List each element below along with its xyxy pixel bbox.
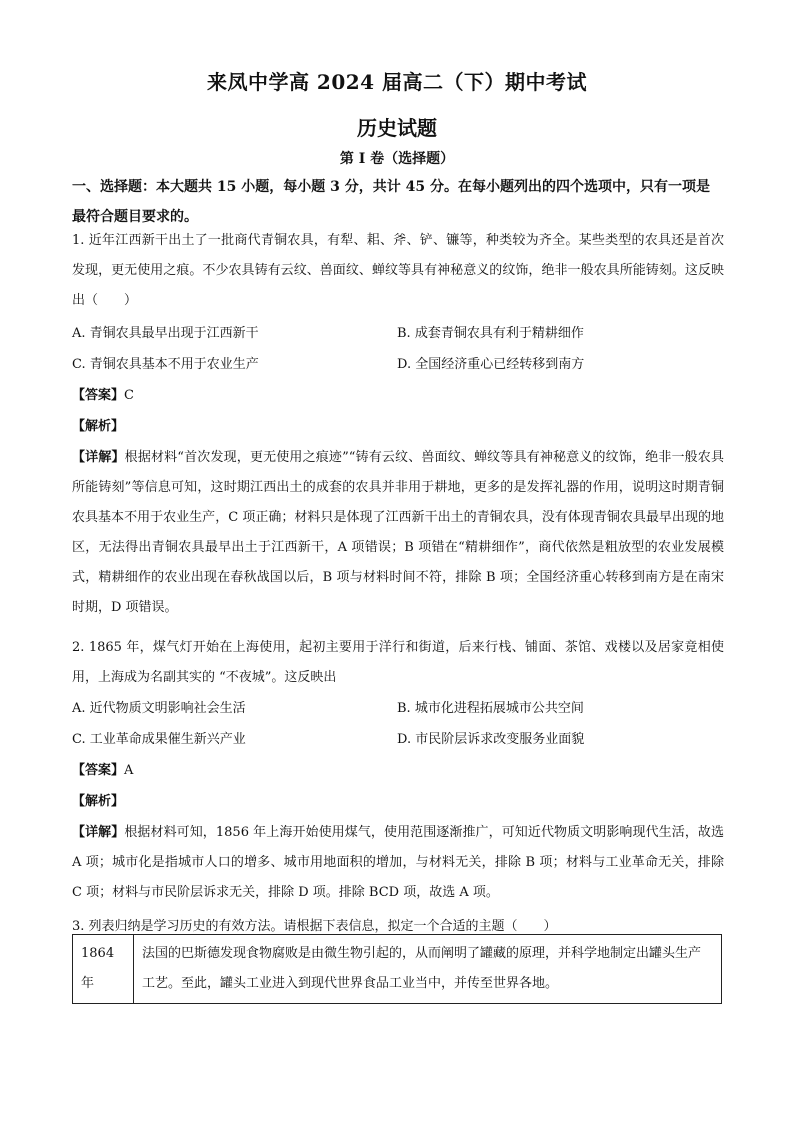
analysis-tag: 【解析】 [72, 794, 125, 809]
q2-option-a: A. 近代物质文明影响社会生活 [72, 701, 246, 716]
q1-answer [72, 384, 134, 403]
detail-text: 根据材料可知，1856 年上海开始使用煤气，使用范围逐渐推广，可知近代物质文明影响现代生活，故选 A 项；城市化是指城市人口的增多、城市用地面积的增加，与材料无关，排除 B 项；材料与工业革命无关，排除 C 项；材料与市民阶层诉求无关，排除 D 项。排除 BCD 项，故选 A 项。 [72, 825, 724, 900]
exam-title: 来凤中学高 2024 届高二（下）期中考试 [206, 70, 588, 94]
table-cell-year: 1864 年 [73, 935, 134, 1004]
q1-option-d: D. 全国经济重心已经转移到南方 [397, 357, 585, 372]
q1-detail [72, 443, 724, 623]
q2-option-b: B. 城市化进程拓展城市公共空间 [397, 701, 584, 716]
detail-text: 根据材料“首次发现，更无使用之痕迹”“铸有云纹、兽面纹、蝉纹等具有神秘意义的纹饰，绝非一般农具所能铸刻”等信息可知，这时期江西出土的成套的农具并非用于耕地，更多的是发挥礼器的作用，说明这时期青铜农具基本不用于农业生产，C 项正确；材料只是体现了江西新干出土的青铜农具，没有体现青铜农具最早出现的地区，无法得出青铜农具最早出土于江西新干，A 项错误；B 项错在“精耕细作”，商代依然是粗放型的农业发展模式，精耕细作的农业出现在春秋战国以后，B 项与材料时间不符，排除 B 项；全国经济重心转移到南方是在南宋时期，D 项错误。 [72, 450, 724, 615]
table-cell-text: 法国的巴斯德发现食物腐败是由微生物引起的，从而阐明了罐藏的原理，并科学地制定出罐头生产工艺。至此，罐头工业进入到现代世界食品工业当中，并传至世界各地。 [134, 935, 722, 1004]
exam-subject: 历史试题 [357, 116, 437, 140]
q2-answer [72, 759, 133, 778]
answer-value: A [124, 763, 134, 778]
q1-option-c: C. 青铜农具基本不用于农业生产 [72, 357, 259, 372]
table-row [73, 935, 722, 1004]
detail-tag: 【详解】 [72, 450, 125, 465]
q2-option-c: C. 工业革命成果催生新兴产业 [72, 732, 246, 747]
section-instructions: 一、选择题：本大题共 15 小题，每小题 3 分，共计 45 分。在每小题列出的四个选项中，只有一项是最符合题目要求的。 [72, 179, 710, 225]
analysis-tag: 【解析】 [72, 419, 125, 434]
q1-stem: 1. 近年江西新干出土了一批商代青铜农具，有犁、耜、斧、铲、镰等，种类较为齐全。某些类型的农具还是首次发现，更无使用之痕。不少农具铸有云纹、兽面纹、蝉纹等具有神秘意义的纹饰，绝非一般农具所能铸刻。这反映出（ ） [72, 233, 724, 308]
answer-tag: 【答案】 [72, 763, 125, 778]
q2-stem: 2. 1865 年，煤气灯开始在上海使用，起初主要用于洋行和街道，后来行栈、铺面、茶馆、戏楼以及居家竟相使用，上海成为名副其实的 “不夜城”。这反映出 [72, 640, 724, 685]
q2-analysis-tag [72, 790, 124, 809]
q3-stem: 3. 列表归纳是学习历史的有效方法。请根据下表信息，拟定一个合适的主题（ ） [72, 919, 557, 934]
q1-option-b: B. 成套青铜农具有利于精耕细作 [397, 326, 584, 341]
q1-analysis-tag [72, 415, 124, 434]
volume-heading: 第 I 卷（选择题） [339, 151, 455, 167]
q2-option-d: D. 市民阶层诉求改变服务业面貌 [397, 732, 585, 747]
answer-tag: 【答案】 [72, 388, 125, 403]
q2-detail [72, 818, 724, 908]
q3-table [72, 934, 722, 1004]
q1-option-a: A. 青铜农具最早出现于江西新干 [72, 326, 259, 341]
detail-tag: 【详解】 [72, 825, 125, 840]
answer-value: C [124, 388, 134, 403]
